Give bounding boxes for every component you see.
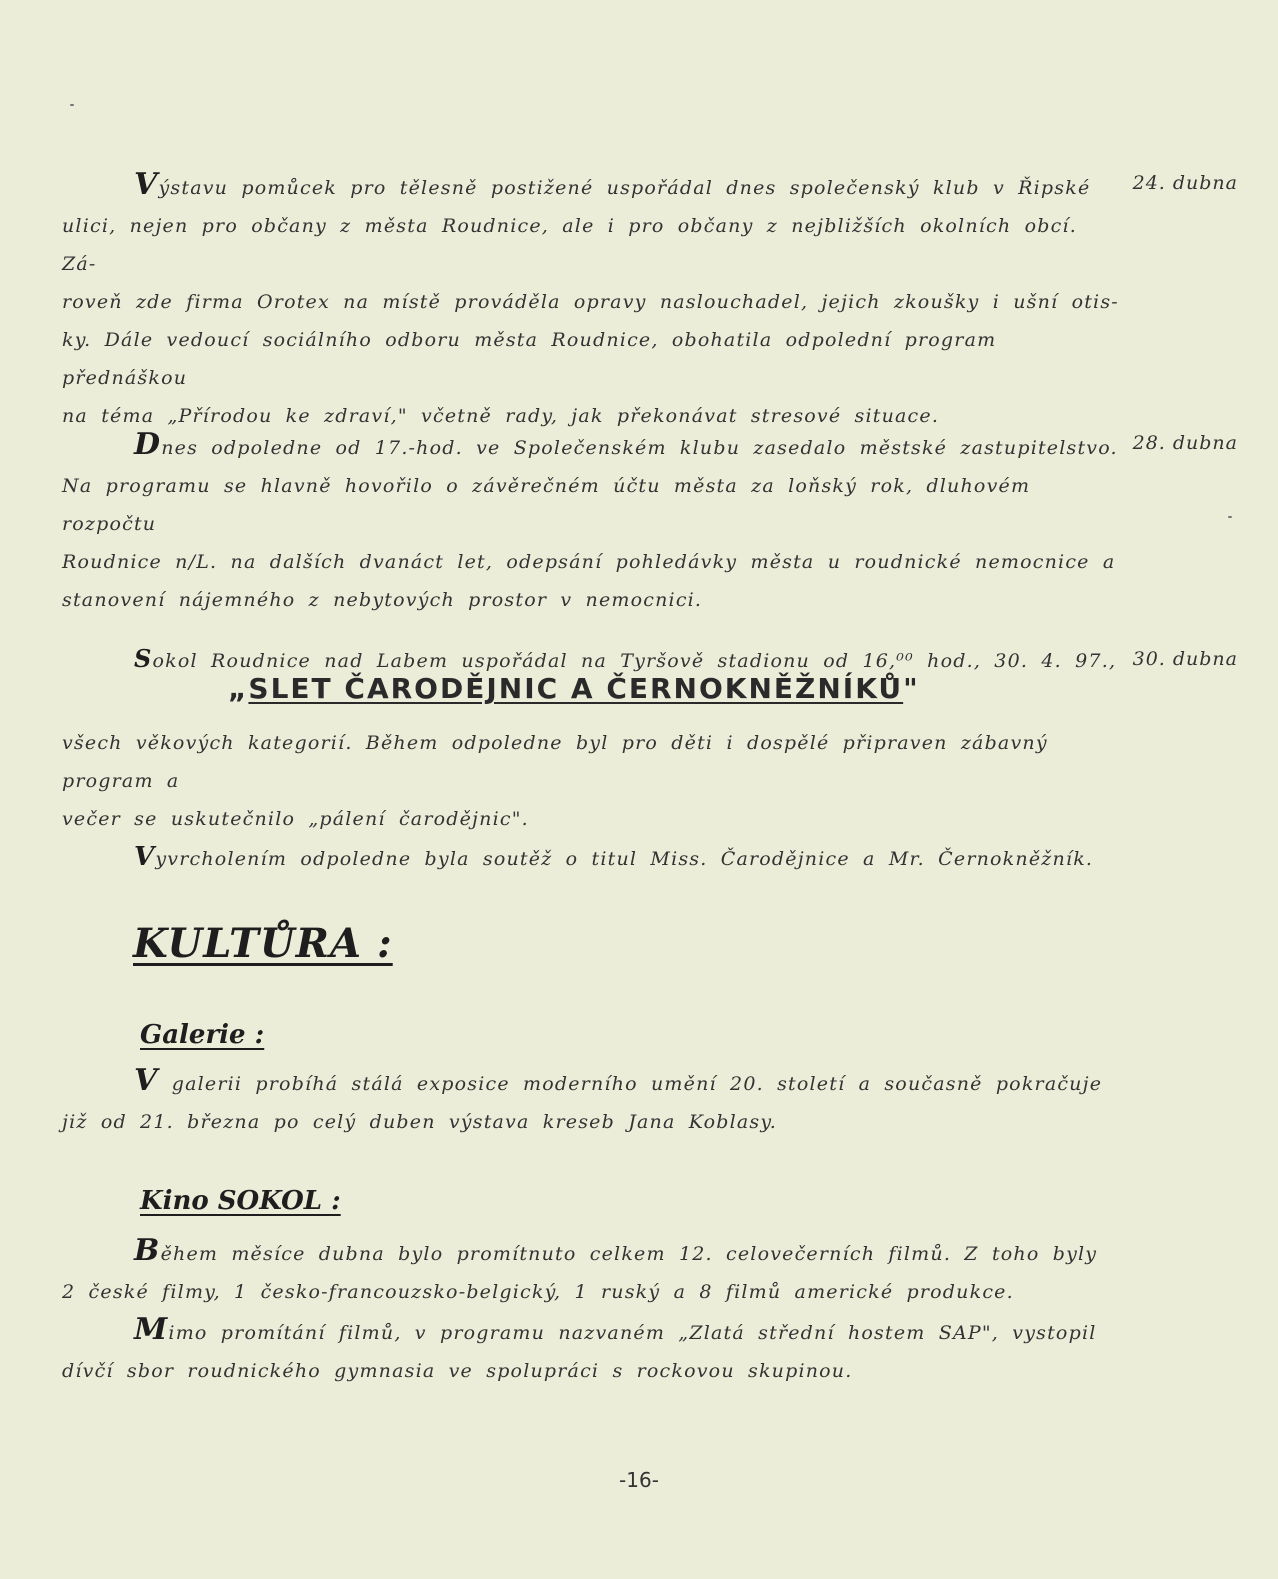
text-line: Roudnice n/L. na dalších dvanáct let, odepsání pohledávky města u roudnické nemocnice a	[62, 551, 1116, 573]
drop-initial: S	[134, 644, 153, 673]
text-line: stanovení nájemného z nebytových prostor v nemocnici.	[62, 589, 703, 611]
drop-initial: M	[134, 1312, 169, 1347]
text-line: Výstavu pomůcek pro tělesně postižené uspořádal dnes společenský klub v Řipské	[134, 167, 1091, 202]
entry-paragraph	[62, 724, 1122, 878]
paper-speck	[70, 104, 74, 106]
entry-date: 30. dubna	[1132, 648, 1238, 670]
paper-speck	[1228, 516, 1232, 518]
entry-date: 24. dubna	[1132, 172, 1238, 194]
entry-date: 28. dubna	[1132, 432, 1238, 454]
text-line: Dnes odpoledne od 17.-hod. ve Společenském klubu zasedalo městské zastupitelstvo.	[134, 427, 1118, 462]
section-title: KULTŮRA :	[133, 920, 393, 967]
text-line: všech věkových kategorií. Během odpoledne byl pro děti i dospělé připraven zábavný program a	[62, 732, 1048, 792]
page-number: -16-	[619, 1468, 659, 1492]
text-line: dívčí sbor roudnického gymnasia ve spolupráci s rockovou skupinou.	[62, 1360, 853, 1382]
kino-paragraph	[62, 1232, 1122, 1390]
text-line: již od 21. března po celý duben výstava kreseb Jana Koblasy.	[62, 1111, 778, 1133]
entry-paragraph	[62, 166, 1122, 435]
drop-initial: V	[134, 167, 159, 202]
text-line: roveň zde firma Orotex na místě prováděla opravy naslouchadel, jejich zkoušky i ušní otis-	[62, 291, 1119, 313]
event-headline: „SLET ČARODĚJNIC A ČERNOKNĚŽNÍKŮ"	[228, 672, 920, 705]
subsection-title-kino: Kino SOKOL :	[140, 1186, 341, 1216]
text-line: na téma „Přírodou ke zdraví," včetně rady, jak překonávat stresové situace.	[62, 405, 940, 427]
text-line: Vyvrcholením odpoledne byla soutěž o titul Miss. Čarodějnice a Mr. Černokněžník.	[134, 842, 1094, 872]
galerie-paragraph	[62, 1062, 1122, 1141]
text-line: ulici, nejen pro občany z města Roudnice, ale i pro občany z nejbližších okolních obcí. Zá-	[62, 215, 1077, 275]
drop-initial: D	[134, 427, 162, 462]
entry-first-line: Sokol Roudnice nad Labem uspořádal na Tyršově stadionu od 16,⁰⁰ hod., 30. 4. 97.,	[134, 644, 1117, 673]
text-line: ky. Dále vedoucí sociálního odboru města Roudnice, obohatila odpolední program přednáškou	[62, 329, 997, 389]
drop-initial: B	[134, 1233, 161, 1268]
text-line: Mimo promítání filmů, v programu nazvaném „Zlatá střední hostem SAP", vystopil	[134, 1312, 1097, 1347]
text-line: 2 české filmy, 1 česko-francouzsko-belgický, 1 ruský a 8 filmů americké produkce.	[62, 1281, 1014, 1303]
entry-paragraph	[62, 426, 1122, 619]
text-line: V galerii probíhá stálá exposice moderního umění 20. století a současně pokračuje	[134, 1063, 1103, 1098]
text-line: Na programu se hlavně hovořilo o závěrečném účtu města za loňský rok, dluhovém rozpočtu	[62, 475, 1031, 535]
drop-initial: V	[134, 842, 156, 872]
text-line: večer se uskutečnilo „pálení čarodějnic".	[62, 808, 529, 830]
text-line: Během měsíce dubna bylo promítnuto celkem 12. celovečerních filmů. Z toho byly	[134, 1233, 1098, 1268]
subsection-title-galerie: Galerie :	[140, 1020, 265, 1050]
drop-initial: V	[134, 1063, 159, 1098]
